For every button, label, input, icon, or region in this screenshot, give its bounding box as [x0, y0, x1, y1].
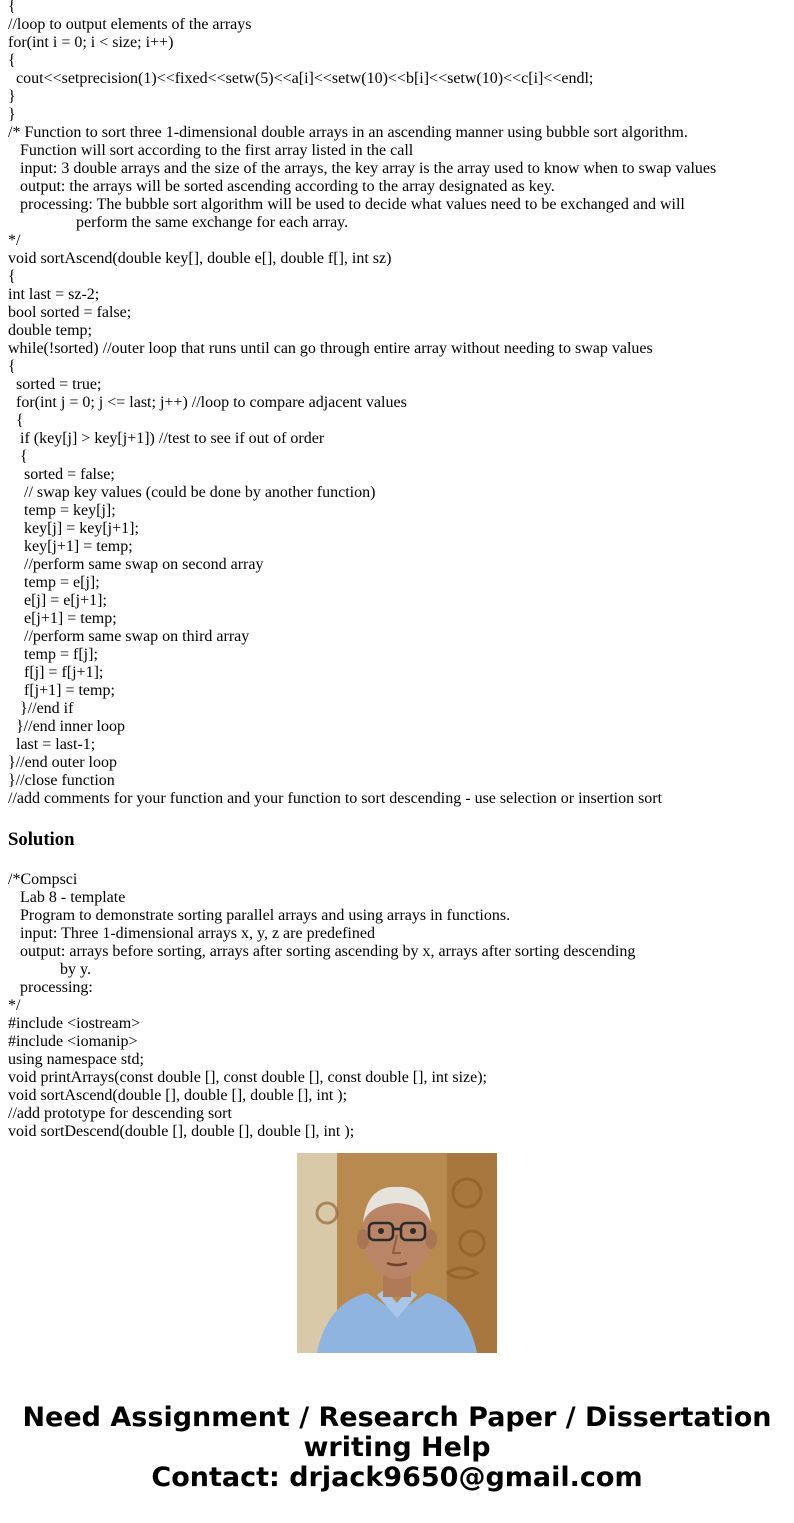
- code-line: /*Compsci: [8, 871, 78, 888]
- code-line: processing:: [8, 979, 93, 996]
- code-line: //loop to output elements of the arrays: [8, 16, 252, 33]
- code-line: input: 3 double arrays and the size of the arrays, the key array is the array used to know when to swap values: [8, 160, 717, 177]
- code-line: {: [8, 268, 16, 285]
- code-line: last = last-1;: [8, 736, 96, 753]
- code-line: sorted = false;: [8, 466, 115, 483]
- code-line: {: [8, 358, 16, 375]
- question-code: [8, 0, 788, 808]
- code-line: temp = f[j];: [8, 646, 98, 663]
- code-line: //add prototype for descending sort: [8, 1105, 232, 1122]
- banner-line-1: Need Assignment / Research Paper / Dissertation: [22, 1402, 772, 1433]
- code-line: if (key[j] > key[j+1]) //test to see if out of order: [8, 430, 325, 447]
- code-line: {: [8, 448, 28, 465]
- code-line: Lab 8 - template: [8, 889, 126, 906]
- code-line: output: the arrays will be sorted ascending according to the array designated as key.: [8, 178, 555, 195]
- code-line: output: arrays before sorting, arrays after sorting ascending by x, arrays after sorting descending: [8, 943, 636, 960]
- code-line: for(int i = 0; i < size; i++): [8, 34, 174, 51]
- code-line: */: [8, 232, 21, 249]
- author-photo: [297, 1153, 497, 1353]
- code-line: temp = key[j];: [8, 502, 116, 519]
- code-line: // swap key values (could be done by another function): [8, 484, 376, 501]
- solution-heading: Solution: [8, 829, 75, 850]
- code-line: }: [8, 88, 16, 105]
- code-line: {: [8, 52, 16, 69]
- code-line: for(int j = 0; j <= last; j++) //loop to compare adjacent values: [8, 394, 407, 411]
- code-line: {: [8, 0, 16, 15]
- code-line: temp = e[j];: [8, 574, 100, 591]
- code-line: //add comments for your function and your function to sort descending - use selection or insertion sort: [8, 790, 663, 807]
- code-line: }//end if: [8, 700, 74, 717]
- code-line: cout<<setprecision(1)<<fixed<<setw(5)<<a[i]<<setw(10)<<b[i]<<setw(10)<<c[i]<<endl;: [8, 70, 594, 87]
- code-line: int last = sz-2;: [8, 286, 100, 303]
- code-line: /* Function to sort three 1-dimensional double arrays in an ascending manner using bubble sort algorithm.: [8, 124, 688, 141]
- contact-banner: [0, 1403, 794, 1493]
- code-line: void sortDescend(double [], double [], double [], int );: [8, 1123, 355, 1140]
- code-line: input: Three 1-dimensional arrays x, y, z are predefined: [8, 925, 375, 942]
- code-line: e[j+1] = temp;: [8, 610, 117, 627]
- code-line: void printArrays(const double [], const double [], const double [], int size);: [8, 1069, 487, 1086]
- author-avatar: [297, 1153, 497, 1353]
- code-line: }//end outer loop: [8, 754, 117, 771]
- code-line: while(!sorted) //outer loop that runs until can go through entire array without needing to swap values: [8, 340, 653, 357]
- code-line: key[j] = key[j+1];: [8, 520, 139, 537]
- code-line: }//close function: [8, 772, 115, 789]
- code-line: bool sorted = false;: [8, 304, 132, 321]
- code-line: sorted = true;: [8, 376, 102, 393]
- code-line: key[j+1] = temp;: [8, 538, 133, 555]
- solution-code: [8, 871, 788, 1140]
- code-line: double temp;: [8, 322, 92, 339]
- banner-contact-email[interactable]: Contact: drjack9650@gmail.com: [151, 1462, 643, 1493]
- code-line: */: [8, 997, 21, 1014]
- banner-line-2: writing Help: [303, 1432, 491, 1463]
- code-line: e[j] = e[j+1];: [8, 592, 107, 609]
- code-line: {: [8, 412, 24, 429]
- code-line: //perform same swap on third array: [8, 628, 250, 645]
- code-line: #include <iomanip>: [8, 1033, 138, 1050]
- code-line: processing: The bubble sort algorithm will be used to decide what values need to be exchanged and will: [8, 196, 685, 213]
- code-line: by y.: [8, 961, 91, 978]
- code-line: void sortAscend(double [], double [], double [], int );: [8, 1087, 348, 1104]
- code-line: #include <iostream>: [8, 1015, 141, 1032]
- code-line: using namespace std;: [8, 1051, 144, 1068]
- code-line: void sortAscend(double key[], double e[], double f[], int sz): [8, 250, 392, 267]
- code-line: f[j+1] = temp;: [8, 682, 115, 699]
- document-body: [8, 0, 788, 1140]
- code-line: perform the same exchange for each array.: [8, 214, 349, 231]
- code-line: //perform same swap on second array: [8, 556, 264, 573]
- code-line: }: [8, 106, 16, 123]
- code-line: f[j] = f[j+1];: [8, 664, 104, 681]
- code-line: Program to demonstrate sorting parallel arrays and using arrays in functions.: [8, 907, 511, 924]
- code-line: }//end inner loop: [8, 718, 125, 735]
- code-line: Function will sort according to the first array listed in the call: [8, 142, 414, 159]
